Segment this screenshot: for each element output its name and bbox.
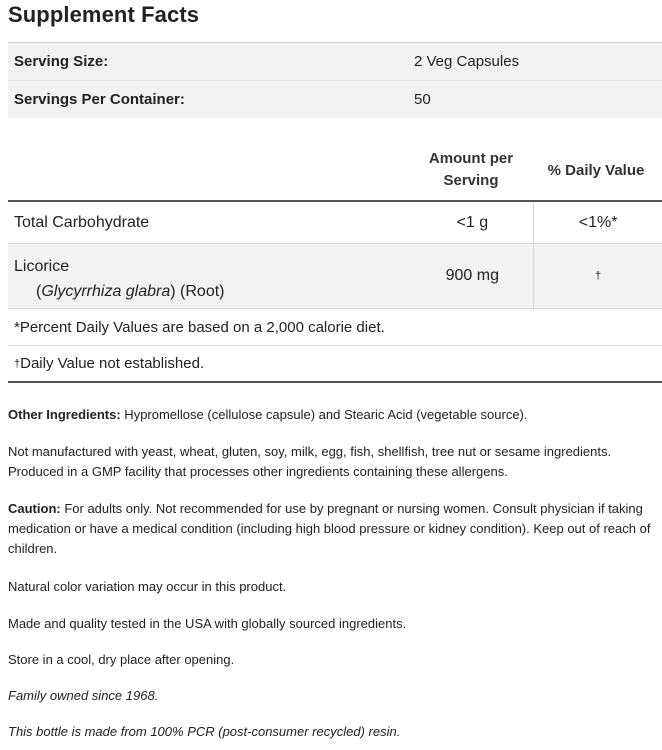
other-ingredients bbox=[8, 405, 658, 425]
source-latin-name: Glycyrrhiza glabra bbox=[41, 283, 171, 300]
caution-statement bbox=[8, 499, 658, 559]
made-in-usa-note: Made and quality tested in the USA with globally sourced ingredients. bbox=[8, 616, 407, 631]
caution-text: For adults only. Not recommended for use by pregnant or nursing women. Consult physician if taking medication or have a medical condition (including high blood pressure or kidney condition). Keep out of reach of children. bbox=[8, 501, 651, 556]
nutrient-name: Licorice bbox=[14, 258, 70, 275]
serving-size-row bbox=[8, 43, 662, 80]
nutrient-source bbox=[14, 279, 411, 304]
footnote-percent: *Percent Daily Values are based on a 2,000 calorie diet. bbox=[8, 309, 662, 346]
allergen-statement: Not manufactured with yeast, wheat, gluten, soy, milk, egg, fish, shellfish, tree nut or sesame ingredients. Produced in a GMP facility that processes other ingredients containing these allergens. bbox=[8, 444, 612, 479]
color-variation-note: Natural color variation may occur in this product. bbox=[8, 579, 287, 594]
servings-per-container-row bbox=[8, 80, 662, 118]
caution-label: Caution: bbox=[8, 501, 61, 516]
header-amount-line2: Serving bbox=[443, 172, 499, 189]
nutrient-daily-value: † bbox=[595, 270, 602, 282]
other-ingredients-label: Other Ingredients: bbox=[8, 407, 121, 422]
nutrient-amount: <1 g bbox=[411, 202, 534, 243]
nutrient-daily-value: <1%* bbox=[578, 214, 618, 231]
source-part: ) (Root) bbox=[170, 283, 225, 300]
nutrient-name: Total Carbohydrate bbox=[14, 213, 150, 231]
source-open: ( bbox=[36, 283, 42, 300]
dagger-text: Daily Value not established. bbox=[20, 355, 205, 372]
header-amount-line1: Amount per bbox=[428, 150, 514, 167]
header-daily-value: % Daily Value bbox=[547, 161, 645, 179]
recycled-bottle-note: This bottle is made from 100% PCR (post-consumer recycled) resin. bbox=[8, 724, 401, 739]
nutrient-row-licorice bbox=[8, 244, 662, 309]
nutrient-amount: 900 mg bbox=[411, 244, 534, 308]
dagger-symbol: † bbox=[14, 358, 21, 370]
serving-size-label: Serving Size: bbox=[14, 53, 109, 70]
other-ingredients-text: Hypromellose (cellulose capsule) and Stearic Acid (vegetable source). bbox=[120, 407, 528, 422]
nutrient-name-block bbox=[8, 244, 411, 308]
page-title: Supplement Facts bbox=[8, 2, 200, 27]
nutrient-row-carbohydrate bbox=[8, 202, 662, 244]
servings-per-container-value: 50 bbox=[414, 91, 431, 108]
header-amount bbox=[412, 148, 530, 192]
servings-per-container-label: Servings Per Container: bbox=[14, 91, 185, 108]
nutrient-table bbox=[8, 140, 662, 383]
serving-size-value: 2 Veg Capsules bbox=[414, 53, 520, 70]
nutrient-table-header bbox=[8, 140, 662, 202]
serving-table bbox=[8, 42, 662, 118]
footnote-dagger bbox=[8, 346, 662, 383]
storage-note: Store in a cool, dry place after opening. bbox=[8, 652, 235, 667]
family-owned-note: Family owned since 1968. bbox=[8, 688, 159, 703]
